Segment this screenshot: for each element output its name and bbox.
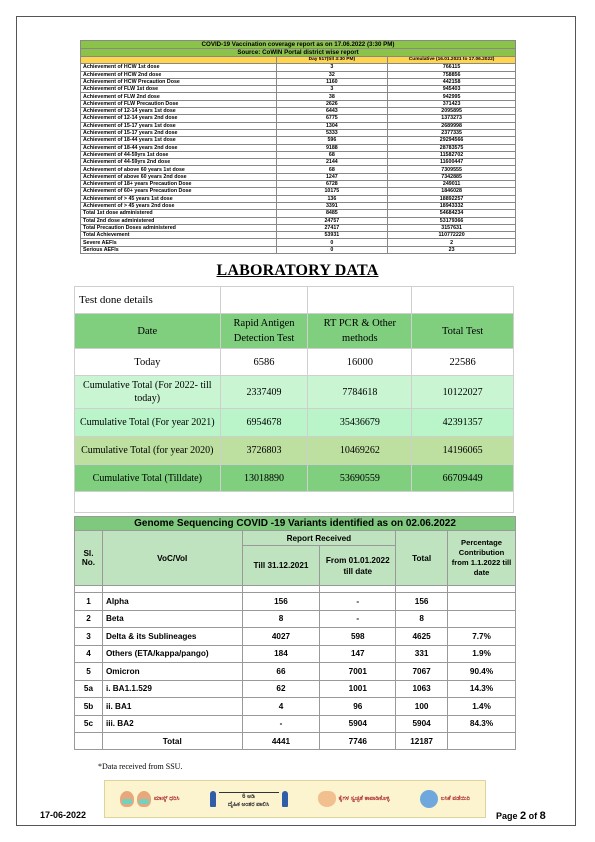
genome-cell-total: 5904 — [396, 715, 448, 733]
genome-title: Genome Sequencing COVID -19 Variants identified as on 02.06.2022 — [75, 517, 516, 531]
genome-cell-pct — [448, 593, 516, 611]
genome-cell-sl: 5a — [75, 680, 103, 698]
genome-cell-pct: 14.3% — [448, 680, 516, 698]
genome-cell-total: 4625 — [396, 628, 448, 646]
lab-blank-row — [75, 492, 514, 513]
genome-cell-total: 331 — [396, 645, 448, 663]
vaccination-source: Source: CoWIN Portal district wise report — [81, 49, 516, 57]
vaccination-header-cumulative: Cumulative (16.01.2021 to 17.06.2022) — [388, 57, 516, 64]
genome-row — [75, 645, 516, 663]
covid-awareness-banner: ಮಾಸ್ಕ್ ಧರಿಸಿ 6 ಅಡಿ ದೈಹಿಕ ಅಂತರ ಪಾಲಿಸಿ ಕೈಗಳ ಸ್ವಚ್ಛತೆ ಕಾಪಾಡಿಕೊಳ್ಳಿ ಲಸಿಕೆ ಪಡೆಯಿರಿ — [104, 780, 486, 818]
vaccination-cell-label: Achievement of 60+ years Precaution Dose — [81, 188, 277, 195]
vaccination-cell-label: Achievement of 44-59yrs 2nd dose — [81, 159, 277, 166]
genome-cell-pct: 7.7% — [448, 628, 516, 646]
vaccination-cell-cum: 945403 — [388, 86, 516, 93]
vaccination-cell-day: 68 — [276, 151, 388, 158]
vaccination-cell-label: Achievement of > 45 years 1st dose — [81, 195, 277, 202]
laboratory-data-title: LABORATORY DATA — [216, 262, 379, 279]
lab-row-cumulative-2021: Cumulative Total (For year 2021) 6954678 35436679 42391357 — [75, 409, 514, 437]
vaccination-row — [81, 166, 516, 173]
vaccination-cell-day: 6728 — [276, 181, 388, 188]
hand-wash-icon — [318, 791, 336, 807]
vaccination-cell-label: Achievement of 12-14 years 2nd dose — [81, 115, 277, 122]
vaccination-cell-day: 6775 — [276, 115, 388, 122]
genome-cell-name: iii. BA2 — [102, 715, 242, 733]
genome-row — [75, 628, 516, 646]
vaccination-cell-cum: 11600447 — [388, 159, 516, 166]
genome-cell-name: Omicron — [102, 663, 242, 681]
genome-cell-name: i. BA1.1.529 — [102, 680, 242, 698]
genome-row — [75, 610, 516, 628]
masked-face-icon — [120, 791, 134, 807]
vaccination-cell-day: 596 — [276, 137, 388, 144]
lab-row-cumulative-tilldate: Cumulative Total (Tilldate) 13018890 53690559 66709449 — [75, 465, 514, 492]
genome-cell-from: 1001 — [320, 680, 396, 698]
vaccination-cell-day: 32 — [276, 71, 388, 78]
genome-cell-till: 4027 — [242, 628, 320, 646]
vaccination-cell-label: Total 1st dose administered — [81, 210, 277, 217]
vaccination-cell-cum: 2689998 — [388, 122, 516, 129]
vaccination-cell-label: Achievement of FLW 2nd dose — [81, 93, 277, 100]
genome-cell-till: 156 — [242, 593, 320, 611]
vaccination-cell-label: Achievement of FLW Precaution Dose — [81, 100, 277, 107]
genome-cell-total: 156 — [396, 593, 448, 611]
vaccination-row — [81, 246, 516, 253]
page-number: Page 2 of 8 — [496, 810, 546, 822]
genome-header-slno: Sl. No. — [75, 531, 103, 586]
vaccination-cell-cum: 3157631 — [388, 224, 516, 231]
genome-cell-sl: 3 — [75, 628, 103, 646]
vaccination-cell-day: 5333 — [276, 129, 388, 136]
genome-cell-total: 100 — [396, 698, 448, 716]
genome-cell-till: 184 — [242, 645, 320, 663]
vaccination-row — [81, 159, 516, 166]
genome-cell-from: 598 — [320, 628, 396, 646]
vaccination-cell-label: Total Achievement — [81, 232, 277, 239]
lab-row-cumulative-2022: Cumulative Total (For 2022- till today) 2337409 7784618 10122027 — [75, 376, 514, 409]
vaccination-cell-label: Achievement of HCW 2nd dose — [81, 71, 277, 78]
genome-cell-pct: 1.9% — [448, 645, 516, 663]
genome-cell-from: 147 — [320, 645, 396, 663]
vaccination-cell-label: Serious AEFIs — [81, 246, 277, 253]
vaccination-cell-cum: 2377335 — [388, 129, 516, 136]
genome-cell-sl: 5 — [75, 663, 103, 681]
vaccination-row — [81, 64, 516, 71]
vaccination-cell-label: Total 2nd dose administered — [81, 217, 277, 224]
vaccination-cell-day: 2626 — [276, 100, 388, 107]
vaccination-cell-day: 1247 — [276, 173, 388, 180]
vaccination-cell-cum: 18892257 — [388, 195, 516, 202]
laboratory-table — [74, 286, 514, 513]
distance-arrow-icon: 6 ಅಡಿ ದೈಹಿಕ ಅಂತರ ಪಾಲಿಸಿ — [219, 792, 279, 807]
genome-total-row: Total 4441 7746 12187 — [75, 733, 516, 750]
lab-row-today: Today 6586 16000 22586 — [75, 349, 514, 376]
vaccination-row — [81, 188, 516, 195]
vaccination-title: COVID-19 Vaccination coverage report as on 17.06.2022 (3:30 PM) — [81, 41, 516, 49]
genome-row — [75, 593, 516, 611]
vaccination-cell-label: Achievement of FLW 1st dose — [81, 86, 277, 93]
genome-header-till: Till 31.12.2021 — [242, 546, 320, 586]
vaccination-cell-label: Achievement of 18+ years Precaution Dose — [81, 181, 277, 188]
person-icon — [282, 791, 288, 807]
vaccination-cell-cum: 28783575 — [388, 144, 516, 151]
vaccination-cell-day: 2144 — [276, 159, 388, 166]
vaccination-row — [81, 239, 516, 246]
vaccination-row — [81, 181, 516, 188]
vaccination-cell-cum: 54684234 — [388, 210, 516, 217]
genome-row — [75, 663, 516, 681]
vaccination-cell-label: Achievement of 18-44 years 2nd dose — [81, 144, 277, 151]
genome-cell-total: 8 — [396, 610, 448, 628]
vaccination-cell-label: Achievement of 12-14 years 1st dose — [81, 108, 277, 115]
vaccination-row — [81, 217, 516, 224]
vaccination-cell-day: 53931 — [276, 232, 388, 239]
vaccination-cell-label: Achievement of HCW 1st dose — [81, 64, 277, 71]
genome-cell-from: 7001 — [320, 663, 396, 681]
genome-cell-till: - — [242, 715, 320, 733]
vaccination-cell-cum: 29294566 — [388, 137, 516, 144]
vaccination-cell-label: Achievement of above 60 years 1st dose — [81, 166, 277, 173]
vaccination-row — [81, 195, 516, 202]
vaccination-cell-day: 1304 — [276, 122, 388, 129]
person-icon — [210, 791, 216, 807]
vaccination-row — [81, 210, 516, 217]
vaccination-row — [81, 137, 516, 144]
vaccination-table — [80, 40, 516, 254]
vaccination-cell-day: 8485 — [276, 210, 388, 217]
vaccination-cell-day: 136 — [276, 195, 388, 202]
genome-header-percentage: Percentage Contribution from 1.1.2022 till date — [448, 531, 516, 586]
vaccination-cell-day: 3391 — [276, 202, 388, 209]
vaccination-cell-day: 9188 — [276, 144, 388, 151]
vaccination-cell-cum: 1373273 — [388, 115, 516, 122]
vaccination-cell-label: Achievement of 15-17 years 2nd dose — [81, 129, 277, 136]
vaccination-cell-cum: 53179366 — [388, 217, 516, 224]
vaccination-row — [81, 122, 516, 129]
genome-header-total: Total — [396, 531, 448, 586]
footer-date: 17-06-2022 — [40, 810, 87, 820]
vaccination-cell-cum: 371423 — [388, 100, 516, 107]
genome-cell-sl: 5b — [75, 698, 103, 716]
vaccination-cell-day: 3 — [276, 64, 388, 71]
vaccination-cell-label: Total Precaution Doses administered — [81, 224, 277, 231]
lab-header-rtpcr: RT PCR & Other methods — [308, 314, 412, 349]
vaccination-cell-label: Achievement of 15-17 years 1st dose — [81, 122, 277, 129]
genome-cell-sl: 1 — [75, 593, 103, 611]
genome-cell-till: 62 — [242, 680, 320, 698]
genome-cell-sl: 5c — [75, 715, 103, 733]
genome-cell-name: Delta & its Sublineages — [102, 628, 242, 646]
vaccination-cell-cum: 1846028 — [388, 188, 516, 195]
vaccination-cell-day: 24757 — [276, 217, 388, 224]
vaccination-cell-day: 68 — [276, 166, 388, 173]
vaccination-cell-cum: 7309555 — [388, 166, 516, 173]
genome-cell-till: 66 — [242, 663, 320, 681]
vaccination-cell-cum: 766115 — [388, 64, 516, 71]
vaccination-cell-day: 27417 — [276, 224, 388, 231]
genome-cell-name: Others (ETA/kappa/pango) — [102, 645, 242, 663]
vaccination-cell-day: 10175 — [276, 188, 388, 195]
vaccination-cell-label: Achievement of 44-59yrs 1st dose — [81, 151, 277, 158]
vaccination-row — [81, 151, 516, 158]
vaccination-row — [81, 86, 516, 93]
vaccination-cell-cum: 2095895 — [388, 108, 516, 115]
genome-row — [75, 715, 516, 733]
vaccination-header-blank — [81, 57, 277, 64]
lab-row-cumulative-2020: Cumulative Total (for year 2020) 3726803 10469262 14196065 — [75, 437, 514, 465]
genome-cell-name: Alpha — [102, 593, 242, 611]
lab-header-date: Date — [75, 314, 221, 349]
vaccination-row — [81, 78, 516, 85]
vaccination-cell-cum: 11582702 — [388, 151, 516, 158]
genome-cell-sl: 4 — [75, 645, 103, 663]
vaccination-row — [81, 93, 516, 100]
vaccination-row — [81, 115, 516, 122]
genome-header-report: Report Received — [242, 531, 396, 546]
vaccination-row — [81, 224, 516, 231]
genome-row — [75, 680, 516, 698]
vaccination-icon — [420, 790, 438, 808]
vaccination-cell-label: Achievement of HCW Precaution Dose — [81, 78, 277, 85]
vaccination-cell-cum: 23 — [388, 246, 516, 253]
genome-cell-pct: 84.3% — [448, 715, 516, 733]
vaccination-row — [81, 232, 516, 239]
genome-cell-name: Beta — [102, 610, 242, 628]
genome-header-from: From 01.01.2022 till date — [320, 546, 396, 586]
masked-face-icon — [137, 791, 151, 807]
genome-header-voc: VoC/VoI — [102, 531, 242, 586]
test-done-details-label: Test done details — [75, 287, 221, 314]
vaccination-header-day: Day 517(till 3:30 PM) — [276, 57, 388, 64]
vaccination-cell-cum: 2 — [388, 239, 516, 246]
genome-cell-sl: 2 — [75, 610, 103, 628]
lab-header-rat: Rapid Antigen Detection Test — [220, 314, 308, 349]
vaccination-cell-day: 0 — [276, 239, 388, 246]
vaccination-row — [81, 100, 516, 107]
vaccination-row — [81, 202, 516, 209]
genome-cell-from: 5904 — [320, 715, 396, 733]
vaccination-row — [81, 173, 516, 180]
vaccination-cell-cum: 18943332 — [388, 202, 516, 209]
vaccination-row — [81, 108, 516, 115]
genome-cell-from: 96 — [320, 698, 396, 716]
vaccination-cell-label: Achievement of > 45 years 2nd dose — [81, 202, 277, 209]
genome-row — [75, 698, 516, 716]
lab-header-total: Total Test — [412, 314, 514, 349]
vaccination-cell-label: Achievement of above 60 years 2nd dose — [81, 173, 277, 180]
vaccination-cell-cum: 7342885 — [388, 173, 516, 180]
genome-cell-from: - — [320, 610, 396, 628]
vaccination-cell-day: 38 — [276, 93, 388, 100]
genome-cell-pct: 1.4% — [448, 698, 516, 716]
genome-cell-name: ii. BA1 — [102, 698, 242, 716]
genome-cell-from: - — [320, 593, 396, 611]
vaccination-row — [81, 144, 516, 151]
genome-cell-till: 8 — [242, 610, 320, 628]
vaccination-cell-cum: 249011 — [388, 181, 516, 188]
vaccination-cell-label: Severe AEFIs — [81, 239, 277, 246]
vaccination-cell-label: Achievement of 18-44 years 1st dose — [81, 137, 277, 144]
genome-cell-total: 7067 — [396, 663, 448, 681]
footnote: *Data received from SSU. — [98, 762, 183, 771]
vaccination-cell-cum: 442158 — [388, 78, 516, 85]
genome-cell-pct — [448, 610, 516, 628]
vaccination-cell-day: 1160 — [276, 78, 388, 85]
genome-cell-total: 1063 — [396, 680, 448, 698]
vaccination-cell-cum: 942995 — [388, 93, 516, 100]
vaccination-cell-cum: 758856 — [388, 71, 516, 78]
vaccination-row — [81, 71, 516, 78]
genome-table — [74, 516, 516, 750]
vaccination-cell-day: 0 — [276, 246, 388, 253]
vaccination-cell-cum: 110772220 — [388, 232, 516, 239]
genome-cell-pct: 90.4% — [448, 663, 516, 681]
vaccination-row — [81, 129, 516, 136]
vaccination-cell-day: 6443 — [276, 108, 388, 115]
vaccination-cell-day: 3 — [276, 86, 388, 93]
genome-cell-till: 4 — [242, 698, 320, 716]
